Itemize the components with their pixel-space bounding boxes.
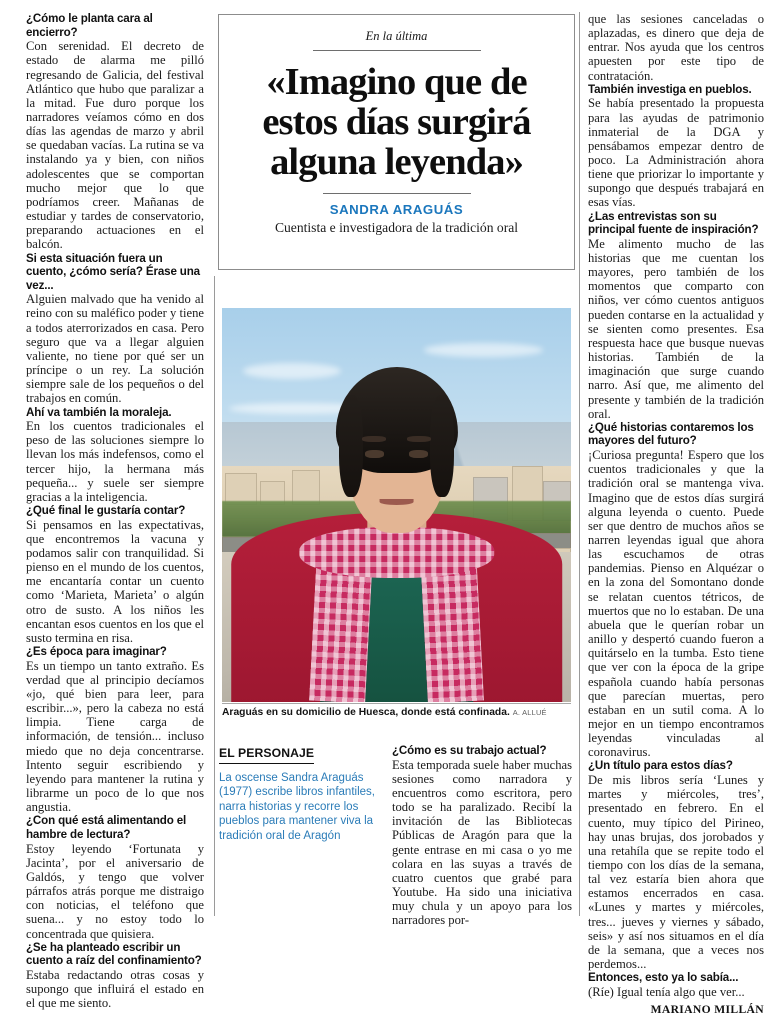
eye: [409, 450, 428, 458]
question: Si esta situación fuera un cuento, ¿cómo sería? Érase una vez...: [26, 251, 200, 292]
interviewee-role: Cuentista e investigadora de la tradición oral: [274, 220, 519, 235]
answer: que las sesiones canceladas o aplazadas, es dinero que deja de entrar. Nos ayuda que los centros apuesten por este tipo de contratación.: [588, 12, 764, 83]
answer: Se había presentado la propuesta para las ayudas de patrimonio inmaterial de la DGA y pensábamos empezar dentro de poco. La Administración ahora tiene que priorizar lo importante y supongo que después trabajará en esas vías.: [588, 96, 764, 210]
kicker-rule: [313, 50, 481, 51]
caption-rule: [222, 703, 571, 704]
question: Ahí va también la moraleja.: [26, 405, 172, 419]
answer: Si pensamos en las expectativas, que encontremos la vacuna y podamos salir con tranquilidad. Si pienso en el mundo de los cuentos, me encantaría contar un cuento como ‘Marieta, Marieta’ o algún otro de susto. A los niños les encantan esos cuentos en los que el susto termina en risa.: [26, 517, 204, 645]
question: ¿Cómo le planta cara al encierro?: [26, 12, 153, 39]
question: ¿Un título para estos días?: [588, 759, 733, 773]
person: [222, 308, 571, 702]
interviewee-name: SANDRA ARAGUÁS: [329, 202, 464, 217]
photo-scene: [222, 308, 571, 702]
portrait-photo: [222, 308, 571, 702]
answer: De mis libros sería ‘Lunes y martes y miércoles, tres’, presentado en febrero. En el cuento, muy típico del Pirineo, hay unas brujas, dos jorobados y una retahíla que se repite todo el tiempo con los días de la semana, tal vez estaría bien ahora que estamos encerrados en casa. «Lunes y martes y miércoles, tres... jueves y viernes y sábado, seis» y así nos situamos en el día de la semana, que a veces nos perdemos...: [588, 773, 764, 972]
question: También investiga en pueblos.: [588, 82, 752, 96]
column-divider-left: [214, 276, 215, 916]
answer: Me alimento mucho de las historias que me cuentan los mayores, pero también de los momentos que comparto con niños, ver cómo cuentos antiguos pueden contarse en la actualidad y se sienten como presentes. Esa respuesta hace que busque nuevas historias. También de la imaginación que surge cuando narro. Así que, me alimento del presente y también de la tradición oral.: [588, 236, 764, 421]
question: ¿Qué historias contaremos los mayores del futuro?: [588, 420, 754, 448]
eye: [365, 450, 384, 458]
caption-text: Araguás en su domicilio de Huesca, donde está confinada.: [222, 707, 510, 718]
answer: En los cuentos tradicionales el peso de las soluciones siempre lo llevan los más indefensos, como el tercer hijo, la hermana más pequeña... y suele ser siempre gracias a la inteligencia.: [26, 419, 204, 504]
answer: Estaba redactando otras cosas y supongo que influirá el estado en el que me siento.: [26, 967, 204, 1011]
photo-credit: A. ALLUÉ: [512, 708, 547, 717]
eyebrow: [407, 436, 431, 442]
column-two-bottom: [392, 744, 572, 927]
question: ¿Se ha planteado escribir un cuento a raíz del confinamiento?: [26, 940, 202, 968]
answer: Esta temporada suele haber muchas sesiones como narradora y encuentros como escritora, pero todo se ha paralizado. Recibí la invitación de las Bibliotecas Públicas de Aragón para que la gente entrase en mi casa o yo me colara en las suyas a través de cuatro cuentos que grabé para Youtube. Ha sido una iniciativa muy chula y un apoyo para los narradores por-: [392, 757, 572, 928]
hair-side: [430, 395, 454, 497]
answer: (Ríe) Igual tenía algo que ver...: [588, 984, 745, 999]
question: ¿Las entrevistas son su principal fuente de inspiración?: [588, 209, 759, 237]
answer: Es un tiempo un tanto extraño. Es verdad que al principio decíamos «jo, qué bien para leer, para escribir...», pero la cabeza no está limpia. Tiene carga de información, de tensión... incluso miedo que no deja concentrarse. Intento seguir escribiendo y leyendo para mantener la rutina y librarme un poco de lo que nos angustia.: [26, 658, 204, 815]
question: ¿Cómo es su trabajo actual?: [392, 744, 547, 757]
headline-box: [218, 14, 575, 270]
question: ¿Es época para imaginar?: [26, 645, 167, 659]
checked-scarf: [299, 527, 494, 578]
question: Entonces, esto ya lo sabía...: [588, 971, 739, 985]
column-divider-right: [579, 12, 580, 916]
profile-box: [219, 744, 381, 843]
question: ¿Con qué está alimentando el hambre de lectura?: [26, 814, 187, 841]
section-kicker: En la última: [365, 29, 428, 43]
author-signature: MARIANO MILLÁN: [650, 1003, 764, 1016]
eyebrow: [362, 436, 386, 442]
profile-box-title: EL PERSONAJE: [219, 746, 314, 764]
column-three: [588, 12, 764, 1017]
profile-box-text: La oscense Sandra Araguás (1977) escribe libros infantiles, narra historias y recorre los pueblos para mantener viva la tradición oral de Aragón: [219, 772, 375, 842]
column-one: [26, 12, 204, 1010]
answer: Estoy leyendo ‘Fortunata y Jacinta’, por el aniversario de Galdós, y tengo que volver párrafos atrás porque me distraigo con noticias, el teléfono que suena... y no estoy todo lo concentrada que quisiera.: [26, 841, 204, 941]
question: ¿Qué final le gustaría contar?: [26, 504, 186, 518]
answer: Alguien malvado que ha venido al reino con su maléfico poder y tiene a todos aterrorizados en casa. Pero seguro que va a llegar alguien valiente, no tiene por qué ser un príncipe o un rey. La solución siempre sale de los pequeños o del trabajos en común.: [26, 292, 204, 406]
answer: Con serenidad. El decreto de estado de alarma me pilló regresando de Galicia, del festival Atlántico que hubo que paralizar a la mitad. Fue duro porque los narradores veíamos cómo en dos días las agendas de marzo y abril se quedaban vacías. La rutina se va instalando ya y bien, con niños adolescentes que se comportan mucho mejor que lo que podríamos creer. Mañanas de estudiar y tardes de conservatorio, preparando actuaciones en el balcón.: [26, 39, 204, 252]
page-title: «Imagino que de estos días surgirá alguna leyenda»: [262, 61, 531, 183]
byline-rule: [323, 193, 471, 194]
answer: ¡Curiosa pregunta! Espero que los cuentos tradicionales y que la tradición oral se mantenga viva. Imagino que de estos días surgirá alguna leyenda o cuento. Puede ser que dentro de muchos años se narren leyendas igual que ahora las escuchamos de otras pandemias. Pienso en Alquézar o en la zona del Somontano donde se relatan cuentos tétricos, de muertos que no lo estaban. De una abuela que le querían robar un anillo y despertó cuando fueron a quitárselo en la tumba. Esto tiene que ver con la época de la gripe española cuando había personas que parecían muertas, pero estaban en un sutil coma. A lo mejor en un tiempo encontramos leyendas vinculadas al coronavirus.: [588, 448, 764, 760]
hair-side: [339, 395, 363, 497]
photo-caption: [222, 707, 574, 719]
